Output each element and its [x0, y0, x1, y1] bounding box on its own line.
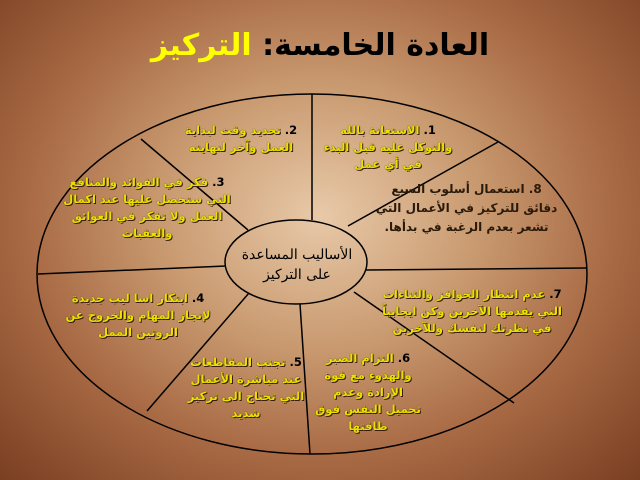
- title-main: العادة الخامسة:: [262, 28, 490, 63]
- segment-7: [372, 286, 572, 337]
- segment-8-number: 8.: [528, 182, 542, 196]
- segment-1-number: 1.: [423, 123, 436, 137]
- segment-2-text: تحديد وقت لبداية العمل وآخر لنهايته: [184, 123, 294, 154]
- segment-4-text: ابتكار اسا ليب جديدة لإنجاز المهام والخروج عن الروتين الممل: [65, 291, 211, 339]
- segment-2-number: 2.: [284, 123, 298, 137]
- title-accent: التركيز: [150, 28, 252, 63]
- segment-1: [318, 122, 458, 173]
- segment-2: [176, 122, 306, 156]
- segment-6-text: التزام الصبر والهدوء مع قوة الإرادة وعدم تحميل النفس فوق طاقتها: [315, 351, 421, 433]
- segment-3-text: فكر في الفوائد والمنافع التي ستحصل عليها عند اكمال العمل ولا تفكر في العوائق والعقبات: [63, 175, 231, 240]
- segment-4-number: 4.: [191, 291, 205, 305]
- segment-8: [374, 180, 559, 237]
- segment-5: [186, 354, 306, 422]
- divider-3: [366, 268, 586, 270]
- segment-3-number: 3.: [212, 175, 225, 189]
- segment-4: [58, 290, 218, 341]
- divider-7: [38, 266, 226, 274]
- segment-6: [314, 350, 422, 435]
- segment-5-text: تجنب المقاطعات عند مباشرة الأعمال التي تحتاج الى تركيز شديد: [187, 355, 305, 420]
- segment-6-number: 6.: [397, 351, 411, 365]
- segment-8-text: استعمال أسلوب السبع دقائق للتركيز في الأعمال التي تشعر بعدم الرغبة في بدأها.: [375, 182, 558, 234]
- segment-3: [62, 174, 232, 242]
- segment-7-number: 7.: [549, 287, 562, 301]
- segment-7-text: عدم انتظار الحوافز والثناءات التي يقدمها الآخرين وكن ايجابياً في نظرتك لنفسك وللآخرين: [382, 287, 562, 335]
- center-label: الأساليب المساعدة على التركيز: [241, 247, 353, 283]
- segment-5-number: 5.: [289, 355, 302, 369]
- segment-1-text: الاستعانة بالله والتوكل عليه قبل البدء في أي عمل: [323, 123, 453, 171]
